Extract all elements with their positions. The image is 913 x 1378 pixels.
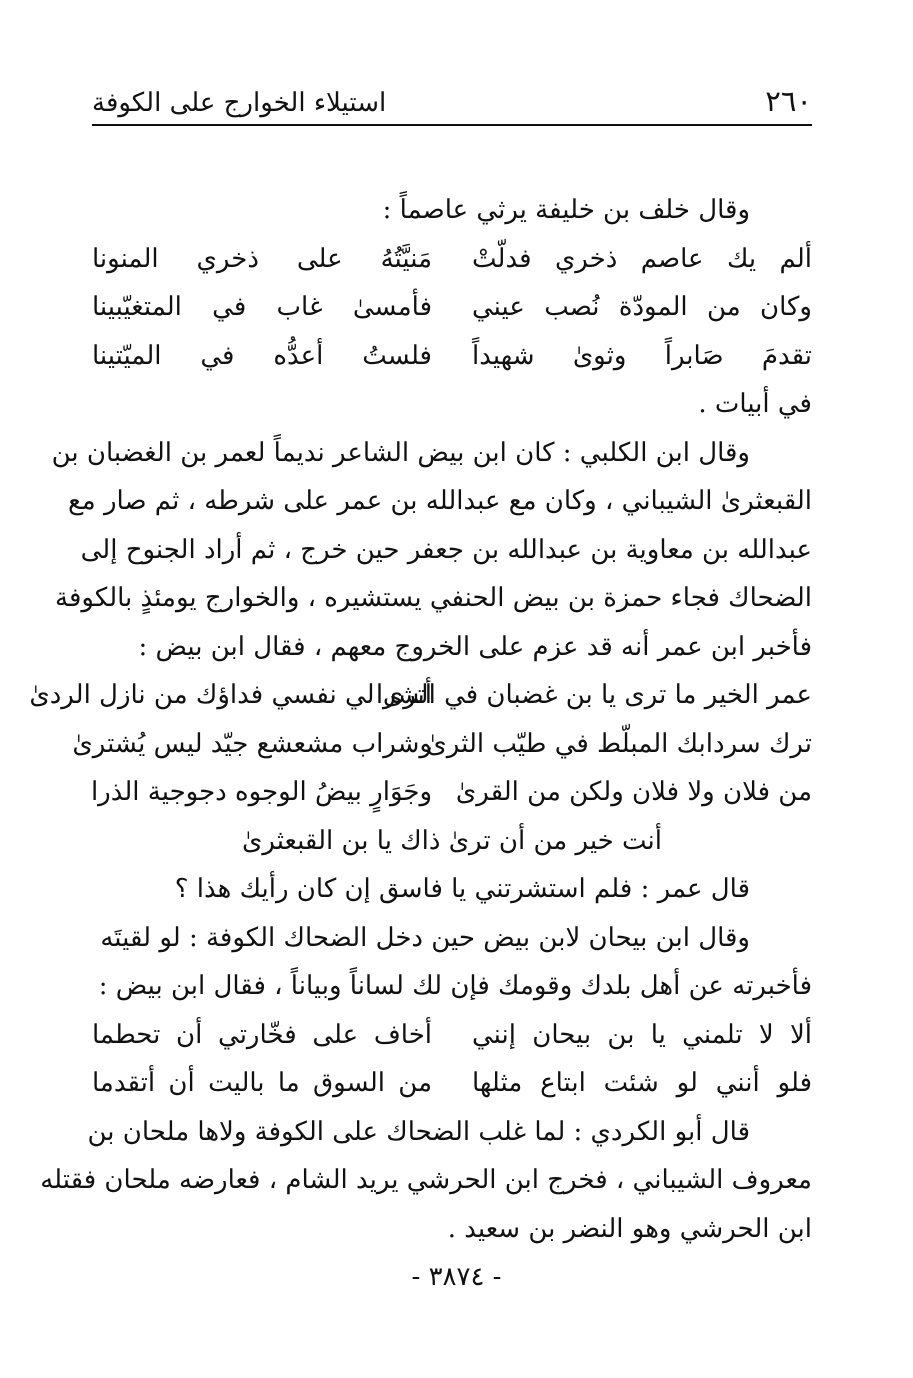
paragraph-first-line: قال عمر : فلم استشرتني يا فاسق إن كان رأيك هذا ؟ bbox=[174, 874, 750, 904]
page-footer: - ٣٨٧٤ - bbox=[411, 1262, 502, 1292]
text-line: الضحاك فجاء حمزة بن بيض الحنفي يستشيره ، والخوارج يومئذٍ بالكوفة bbox=[55, 583, 812, 613]
verse-first-hemistich: ترك سردابك المبلّط في طيّب الثرىٰ bbox=[426, 728, 812, 759]
text-line: القبعثرىٰ الشيباني ، وكان مع عبدالله بن عمر على شرطه ، ثم صار مع bbox=[67, 486, 812, 516]
chapter-title: استيلاء الخوارج على الكوفة bbox=[92, 88, 387, 118]
verse-second-hemistich: من السوق ما باليت أن أتقدما bbox=[92, 1068, 432, 1098]
verse-centered-line: أنت خير من أن ترىٰ ذاك يا بن القبعثرىٰ bbox=[242, 825, 662, 856]
header-divider bbox=[92, 124, 812, 126]
verse-first-hemistich: ألا لا تلمني يا بن بيحان إنني bbox=[472, 1019, 812, 1050]
verse-second-hemistich: فلستُ أعدُّه في الميّتينا bbox=[92, 340, 432, 371]
verse-line bbox=[72, 720, 812, 769]
verse-first-hemistich: تقدمَ صَابراً وثوىٰ شهيداً bbox=[472, 340, 812, 371]
paragraph-first-line: وقال خلف بن خليفة يرثي عاصماً : bbox=[382, 195, 750, 225]
page-header bbox=[92, 74, 812, 126]
paragraph-first-line: قال أبو الكردي : لما غلب الضحاك على الكوفة ولاها ملحان بن bbox=[87, 1116, 750, 1147]
verse-line bbox=[92, 235, 812, 284]
page-body bbox=[29, 186, 812, 1253]
verse-first-hemistich: ألم يك عاصم ذخري فدلّتْ bbox=[472, 243, 812, 274]
verse-second-hemistich: وشراب مشعشع جيّد ليس يُشترىٰ bbox=[72, 728, 432, 759]
verse-second-hemistich: أخاف على فخّارتي أن تحطما bbox=[92, 1019, 432, 1050]
verse-second-hemistich: أترى لي نفسي فداؤك من نازل الردىٰ bbox=[29, 680, 432, 710]
text-line: معروف الشيباني ، فخرج ابن الحرشي يريد الشام ، فعارضه ملحان فقتله bbox=[40, 1165, 812, 1195]
verse-first-hemistich: عمر الخير ما ترى يا بن غضبان في الشرا bbox=[375, 680, 812, 710]
verse-line bbox=[92, 1059, 812, 1108]
text-line: فأخبر ابن عمر أنه قد عزم على الخروج معهم ، فقال ابن بيض : bbox=[138, 631, 812, 662]
text-line: ابن الحرشي وهو النضر بن سعيد . bbox=[447, 1213, 812, 1244]
paragraph-first-line: وقال ابن الكلبي : كان ابن بيض الشاعر نديماً لعمر بن الغضبان بن bbox=[51, 437, 750, 468]
paragraph-first-line: وقال ابن بيحان لابن بيض حين دخل الضحاك الكوفة : لو لقيتَه bbox=[100, 922, 750, 953]
text-line: في أبيات . bbox=[698, 389, 812, 419]
verse-line bbox=[92, 332, 812, 381]
verse-second-hemistich: مَنيَّتُهُ على ذخري المنونا bbox=[92, 243, 432, 274]
page-number: ٢٦٠ bbox=[765, 84, 812, 118]
text-line: فأخبرته عن أهل بلدك وقومك فإن لك لساناً وبياناً ، فقال ابن بيض : bbox=[98, 971, 812, 1001]
verse-line bbox=[92, 283, 812, 332]
verse-second-hemistich: وجَوَارٍ بيضُ الوجوه دجوجية الذرا bbox=[90, 777, 432, 807]
verse-line bbox=[92, 1011, 812, 1060]
verse-first-hemistich: من فلان ولا فلان ولكن من القرىٰ bbox=[455, 777, 812, 807]
verse-line bbox=[29, 671, 812, 720]
text-line: عبدالله بن معاوية بن عبدالله بن جعفر حين خرج ، ثم أراد الجنوح إلى bbox=[80, 534, 812, 565]
verse-second-hemistich: فأمسىٰ غاب في المتغيّبينا bbox=[92, 292, 432, 322]
verse-first-hemistich: وكان من المودّة نُصب عيني bbox=[472, 292, 812, 322]
verse-first-hemistich: فلو أنني لو شئت ابتاع مثلها bbox=[472, 1068, 812, 1098]
verse-line bbox=[92, 768, 812, 817]
